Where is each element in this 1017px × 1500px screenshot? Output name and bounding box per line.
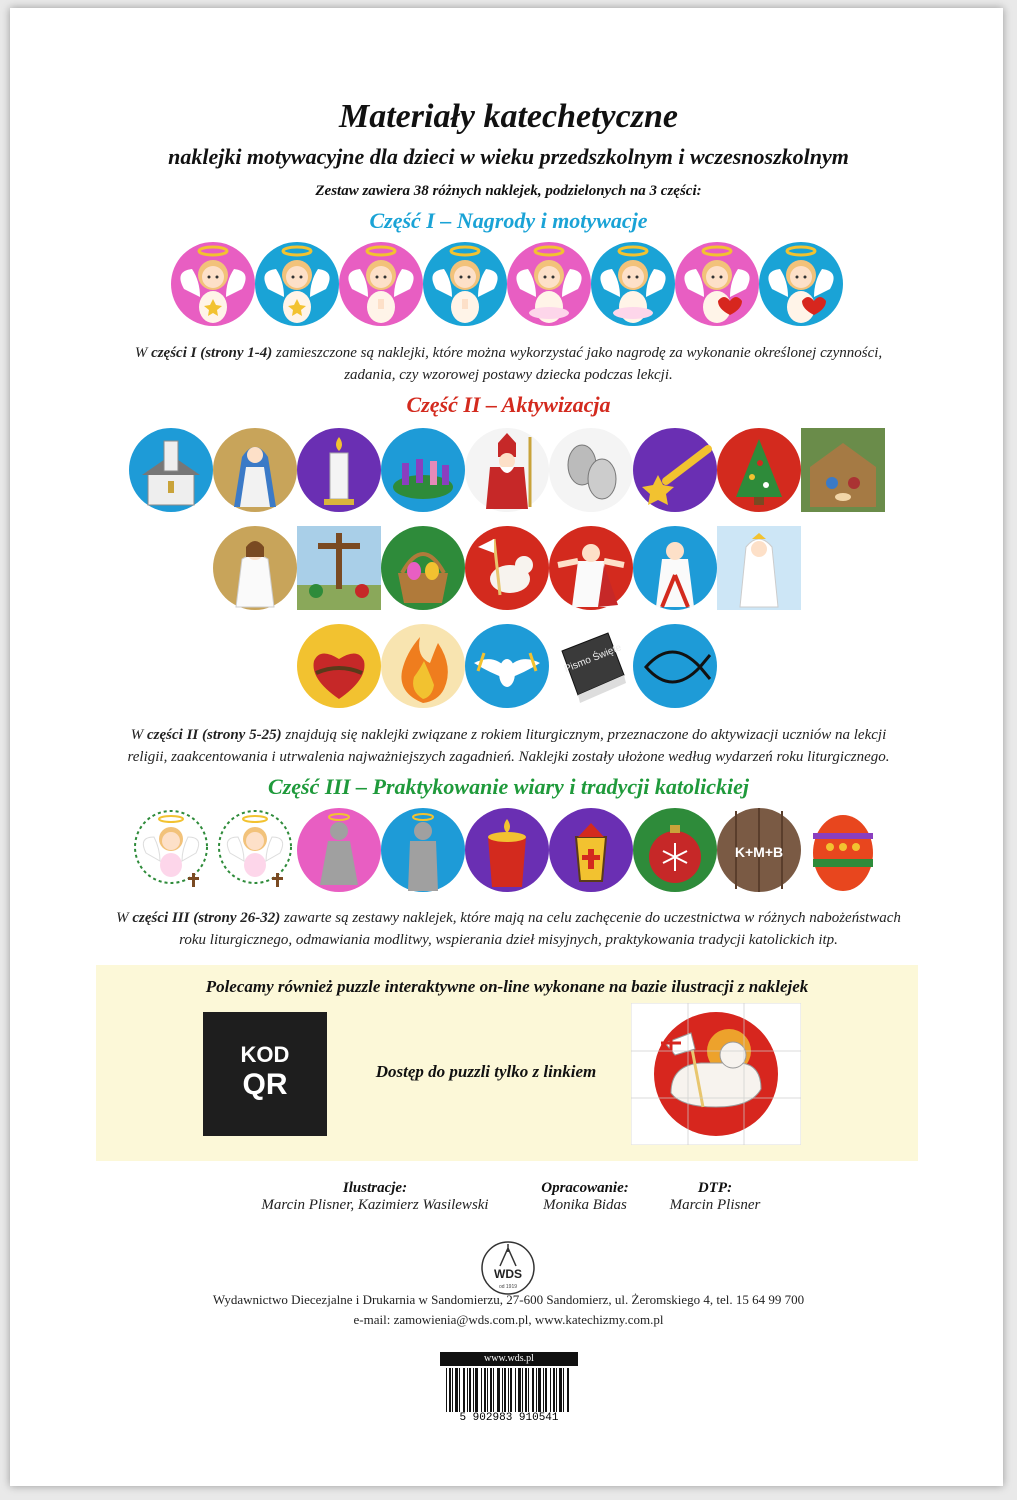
barcode-bar bbox=[556, 1368, 557, 1412]
credit-editing bbox=[520, 1180, 650, 1214]
barcode-number: 5 902983 910541 bbox=[459, 1412, 559, 1424]
credit-value: Marcin Plisner, Kazimierz Wasilewski bbox=[261, 1197, 489, 1213]
angel-praying-icon bbox=[422, 241, 508, 327]
desc-bold: części III (strony 26-32) bbox=[132, 910, 281, 926]
medal-icon bbox=[548, 427, 634, 513]
barcode-bar bbox=[563, 1368, 564, 1412]
desc-prefix: W bbox=[130, 727, 148, 743]
desc-line1: zamieszczone są naklejki, które można wykorzystać jako nagrodę za wykonanie określonej czynności, bbox=[272, 345, 883, 361]
kmb-text: K+M+B bbox=[734, 844, 783, 860]
barcode-bar bbox=[487, 1368, 488, 1412]
barcode-bar bbox=[469, 1368, 471, 1412]
christmas-tree-icon bbox=[716, 427, 802, 513]
desc-line2: religii, zaakcentowania i utrwalenia najważniejszych zagadnień. Naklejki zostały ułożone według wydarzeń roku liturgicznego. bbox=[127, 749, 890, 765]
part2-description bbox=[0, 724, 1017, 768]
flame-icon bbox=[380, 623, 466, 709]
barcode-bar bbox=[467, 1368, 468, 1412]
dove-icon bbox=[464, 623, 550, 709]
barcode-bar bbox=[559, 1368, 562, 1412]
desc-line2: roku liturgicznego, odmawiania modlitwy, wspierania dzieł misyjnych, praktykowania tradycji katolickich itp. bbox=[179, 932, 838, 948]
angel-star-icon bbox=[254, 241, 340, 327]
barcode-bar bbox=[493, 1368, 494, 1412]
girl-silhouette-icon bbox=[296, 807, 382, 893]
barcode-bar bbox=[550, 1368, 551, 1412]
credit-label: Opracowanie: bbox=[541, 1180, 629, 1196]
barcode-bar bbox=[484, 1368, 486, 1412]
easter-basket-icon bbox=[380, 525, 466, 611]
promo-title: Polecamy również puzzle interaktywne on-line wykonane na bazie ilustracji z naklejek bbox=[205, 977, 809, 996]
barcode-bar bbox=[545, 1368, 547, 1412]
bible-icon bbox=[548, 623, 634, 709]
candle-icon bbox=[296, 427, 382, 513]
barcode-bar bbox=[459, 1368, 460, 1412]
boy-silhouette-icon bbox=[380, 807, 466, 893]
angel-star-icon bbox=[170, 241, 256, 327]
barcode-bar bbox=[515, 1368, 516, 1412]
barcode-bar bbox=[473, 1368, 474, 1412]
part1-description bbox=[0, 342, 1017, 386]
desc-bold: części I (strony 1-4) bbox=[151, 345, 273, 361]
barcode-bar bbox=[502, 1368, 503, 1412]
barcode-bar bbox=[481, 1368, 482, 1412]
grave-candle-icon bbox=[464, 807, 550, 893]
barcode-bar bbox=[567, 1368, 569, 1412]
barcode-bar bbox=[532, 1368, 534, 1412]
publisher-logo bbox=[480, 1240, 536, 1296]
logo-text: WDS bbox=[494, 1267, 522, 1281]
comet-star-icon bbox=[632, 427, 718, 513]
barcode-bar bbox=[528, 1368, 529, 1412]
barcode-block bbox=[440, 1352, 578, 1432]
advent-wreath-icon bbox=[380, 427, 466, 513]
sacred-heart-icon bbox=[296, 623, 382, 709]
logo-year: od 1919 bbox=[498, 1284, 518, 1290]
set-summary: Zestaw zawiera 38 różnych naklejek, podzielonych na 3 części: bbox=[315, 183, 702, 199]
kmb-door-icon bbox=[716, 807, 802, 893]
barcode-bar bbox=[538, 1368, 541, 1412]
angel-heart-icon bbox=[674, 241, 760, 327]
barcode-bar bbox=[525, 1368, 527, 1412]
angel-sitting-icon bbox=[590, 241, 676, 327]
part3-heading: Część III – Praktykowanie wiary i tradycji katolickiej bbox=[268, 774, 749, 799]
qr-code[interactable] bbox=[203, 1012, 327, 1136]
publisher-address: Wydawnictwo Diecezjalne i Drukarnia w Sandomierzu, 27-600 Sandomierz, ul. Żeromskiego 4, tel. 15 64 99 700 bbox=[212, 1292, 805, 1307]
lamb-icon bbox=[464, 525, 550, 611]
barcode-bar bbox=[522, 1368, 523, 1412]
jesus-icon bbox=[212, 525, 298, 611]
barcode-bar bbox=[475, 1368, 478, 1412]
divine-mercy-icon bbox=[632, 525, 718, 611]
credit-illustrations bbox=[240, 1180, 510, 1214]
desc-bold: części II (strony 5-25) bbox=[147, 727, 282, 743]
barcode-bar bbox=[497, 1368, 500, 1412]
barcode-bar bbox=[510, 1368, 512, 1412]
publisher-email: e-mail: zamowienia@wds.com.pl, www.katechizmy.com.pl bbox=[353, 1312, 664, 1327]
barcode-bar bbox=[504, 1368, 506, 1412]
nativity-icon bbox=[800, 427, 886, 513]
page-title: Materiały katechetyczne bbox=[339, 98, 678, 135]
barcode-bar bbox=[452, 1368, 453, 1412]
lamb-puzzle-image bbox=[631, 1003, 801, 1145]
barcode-bar bbox=[455, 1368, 458, 1412]
part1-heading: Część I – Nagrody i motywacje bbox=[369, 208, 648, 233]
part3-description bbox=[0, 907, 1017, 951]
barcode-bar bbox=[543, 1368, 544, 1412]
barcode-bar bbox=[553, 1368, 555, 1412]
barcode-bars bbox=[440, 1368, 578, 1412]
desc-line1: zawarte są zestawy naklejek, które mają na celu zachęcenie do uczestnictwa w różnych nabożeństwach bbox=[280, 910, 901, 926]
credit-label: Ilustracje: bbox=[342, 1180, 408, 1196]
church-icon bbox=[128, 427, 214, 513]
bible-title: Pismo Święte bbox=[562, 642, 623, 676]
barcode-bar bbox=[449, 1368, 451, 1412]
barcode-bar bbox=[536, 1368, 537, 1412]
puzzle-promo-box bbox=[96, 965, 918, 1161]
qr-label-line1: KOD bbox=[240, 1042, 290, 1067]
site-label: www.wds.pl bbox=[440, 1352, 578, 1366]
barcode-bar bbox=[490, 1368, 492, 1412]
fish-icon bbox=[632, 623, 718, 709]
christmas-bauble-icon bbox=[632, 807, 718, 893]
desc-prefix: W bbox=[134, 345, 152, 361]
barcode-bar bbox=[446, 1368, 447, 1412]
angel-heart-icon bbox=[758, 241, 844, 327]
access-note: Dostęp do puzzli tylko z linkiem bbox=[375, 1062, 597, 1081]
credit-dtp bbox=[650, 1180, 780, 1214]
crucifixion-icon bbox=[296, 525, 382, 611]
our-lady-fatima-icon bbox=[716, 525, 802, 611]
credit-value: Marcin Plisner bbox=[669, 1197, 761, 1213]
desc-line2: zadania, czy wzorowej postawy dziecka podczas lekcji. bbox=[344, 367, 673, 383]
part2-heading: Część II – Aktywizacja bbox=[406, 392, 611, 417]
easter-egg-icon bbox=[800, 807, 886, 893]
barcode-bar bbox=[508, 1368, 509, 1412]
qr-label-line2: QR bbox=[242, 1068, 288, 1101]
rosary-angel-icon bbox=[128, 807, 214, 893]
desc-prefix: W bbox=[116, 910, 133, 926]
lantern-icon bbox=[548, 807, 634, 893]
risen-christ-icon bbox=[548, 525, 634, 611]
angel-sitting-icon bbox=[506, 241, 592, 327]
barcode-bar bbox=[518, 1368, 521, 1412]
page-subtitle: naklejki motywacyjne dla dzieci w wieku przedszkolnym i wczesnoszkolnym bbox=[168, 144, 849, 169]
rosary-angel-icon bbox=[212, 807, 298, 893]
mary-icon bbox=[212, 427, 298, 513]
credit-label: DTP: bbox=[697, 1180, 733, 1196]
angel-praying-icon bbox=[338, 241, 424, 327]
saint-nicholas-icon bbox=[464, 427, 550, 513]
barcode-bar bbox=[463, 1368, 465, 1412]
credit-value: Monika Bidas bbox=[543, 1197, 627, 1213]
desc-line1: znajdują się naklejki związane z rokiem liturgicznym, przeznaczone do aktywizacji uczniów na lekcji bbox=[281, 727, 887, 743]
